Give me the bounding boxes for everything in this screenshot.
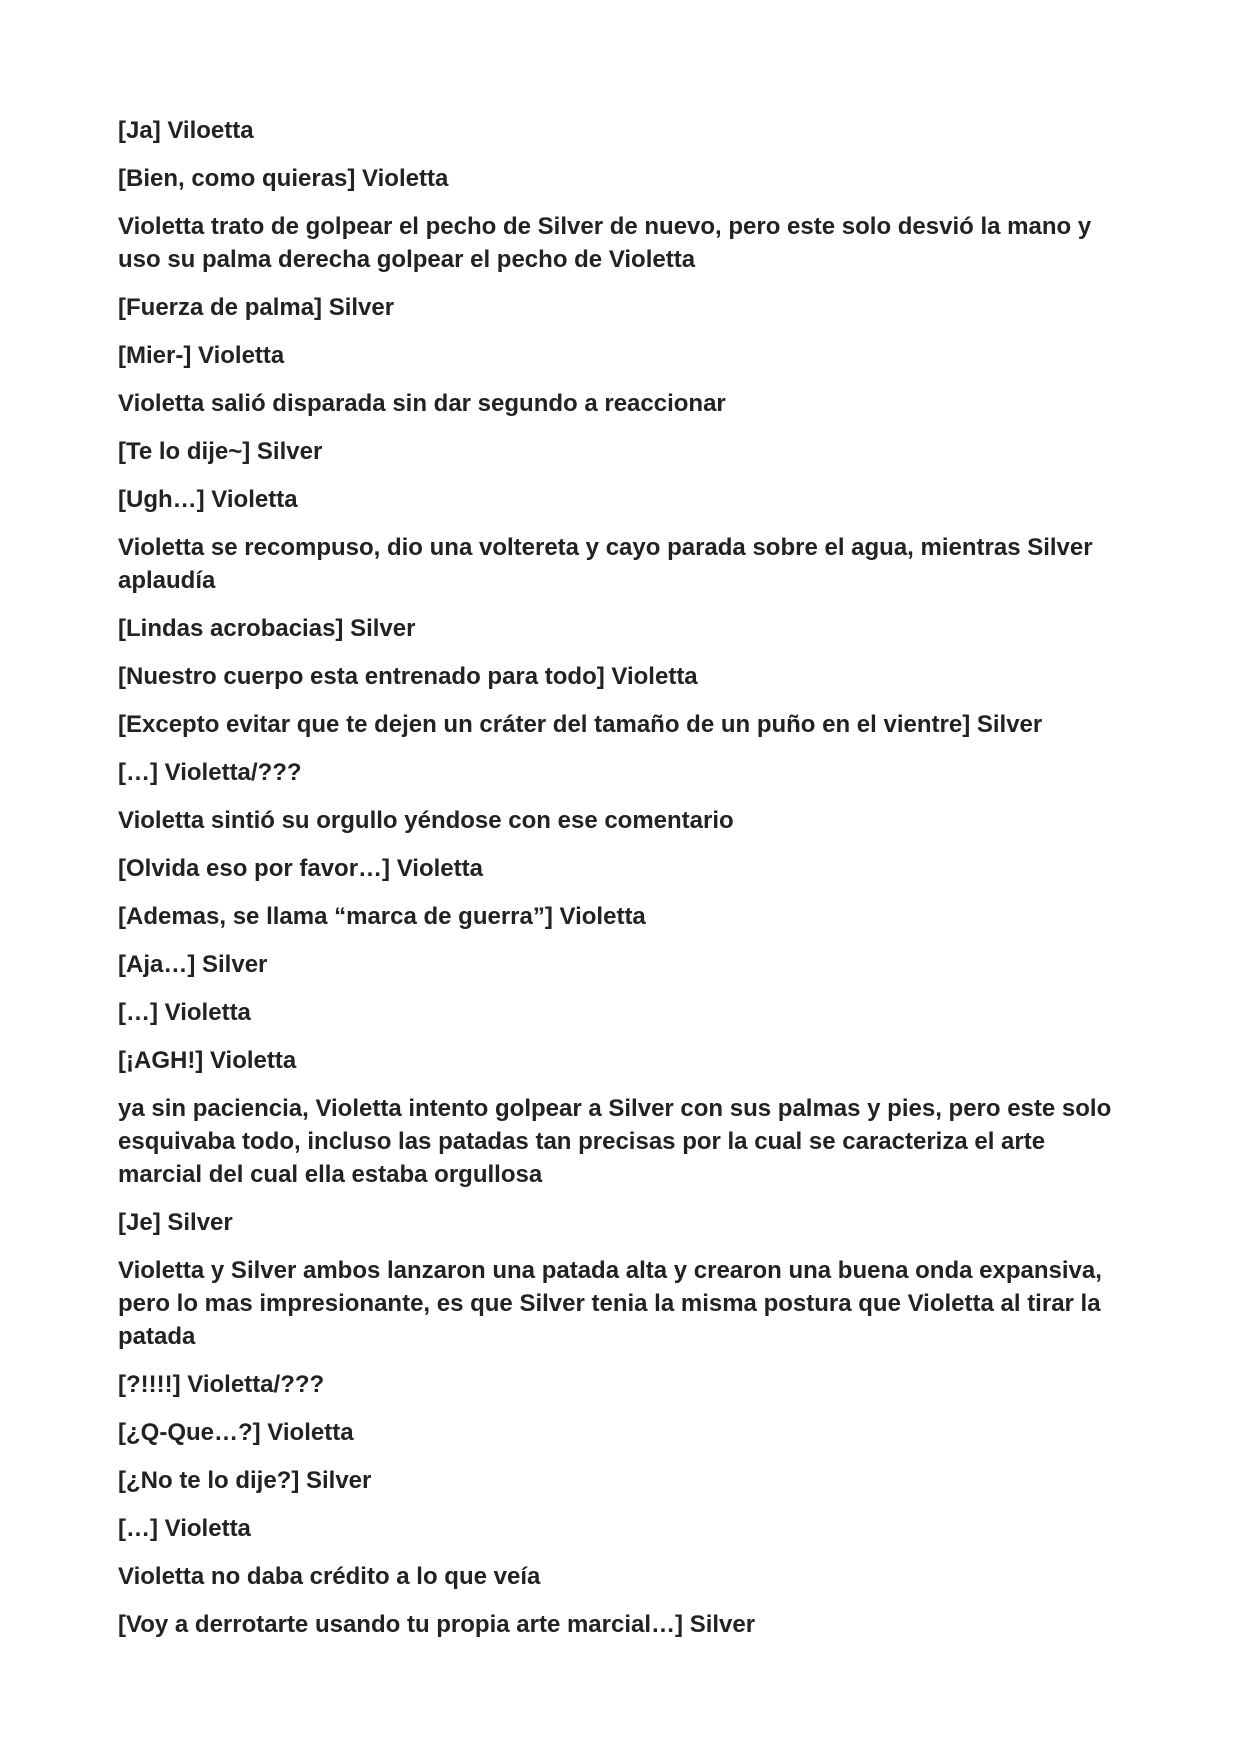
paragraph: […] Violetta/???: [118, 759, 302, 786]
paragraph: [Voy a derrotarte usando tu propia arte marcial…] Silver: [118, 1611, 756, 1638]
document-body: [118, 114, 1128, 1656]
paragraph: [Ademas, se llama “marca de guerra”] Violetta: [118, 903, 646, 930]
paragraph: Violetta sintió su orgullo yéndose con ese comentario: [118, 807, 734, 834]
paragraph: [Olvida eso por favor…] Violetta: [118, 855, 483, 882]
paragraph: [¿No te lo dije?] Silver: [118, 1467, 372, 1494]
paragraph: [Fuerza de palma] Silver: [118, 294, 395, 321]
paragraph: [Bien, como quieras] Violetta: [118, 165, 449, 192]
paragraph: [Nuestro cuerpo esta entrenado para todo] Violetta: [118, 663, 698, 690]
paragraph: Violetta y Silver ambos lanzaron una patada alta y crearon una buena onda expansiva, pero lo mas impresionante, es que Silver tenia la misma postura que Violetta al tirar la patada: [118, 1257, 1102, 1350]
paragraph: [¿Q-Que…?] Violetta: [118, 1419, 354, 1446]
paragraph: [¡AGH!] Violetta: [118, 1047, 297, 1074]
paragraph: […] Violetta: [118, 999, 251, 1026]
paragraph: [Ja] Viloetta: [118, 117, 254, 144]
paragraph: […] Violetta: [118, 1515, 251, 1542]
paragraph: Violetta salió disparada sin dar segundo a reaccionar: [118, 390, 726, 417]
paragraph: Violetta no daba crédito a lo que veía: [118, 1563, 541, 1590]
paragraph: Violetta trato de golpear el pecho de Silver de nuevo, pero este solo desvió la mano y uso su palma derecha golpear el pecho de Violetta: [118, 213, 1092, 273]
paragraph: [Je] Silver: [118, 1209, 233, 1236]
paragraph: [Aja…] Silver: [118, 951, 268, 978]
paragraph: [Mier-] Violetta: [118, 342, 285, 369]
paragraph: [?!!!!] Violetta/???: [118, 1371, 325, 1398]
paragraph: Violetta se recompuso, dio una voltereta y cayo parada sobre el agua, mientras Silver aplaudía: [118, 534, 1093, 594]
paragraph: [Ugh…] Violetta: [118, 486, 298, 513]
paragraph: ya sin paciencia, Violetta intento golpear a Silver con sus palmas y pies, pero este solo esquivaba todo, incluso las patadas tan precisas por la cual se caracteriza el arte marcial del cual ella estaba orgullosa: [118, 1095, 1112, 1188]
paragraph: [Te lo dije~] Silver: [118, 438, 323, 465]
paragraph: [Excepto evitar que te dejen un cráter del tamaño de un puño en el vientre] Silver: [118, 711, 1043, 738]
paragraph: [Lindas acrobacias] Silver: [118, 615, 416, 642]
